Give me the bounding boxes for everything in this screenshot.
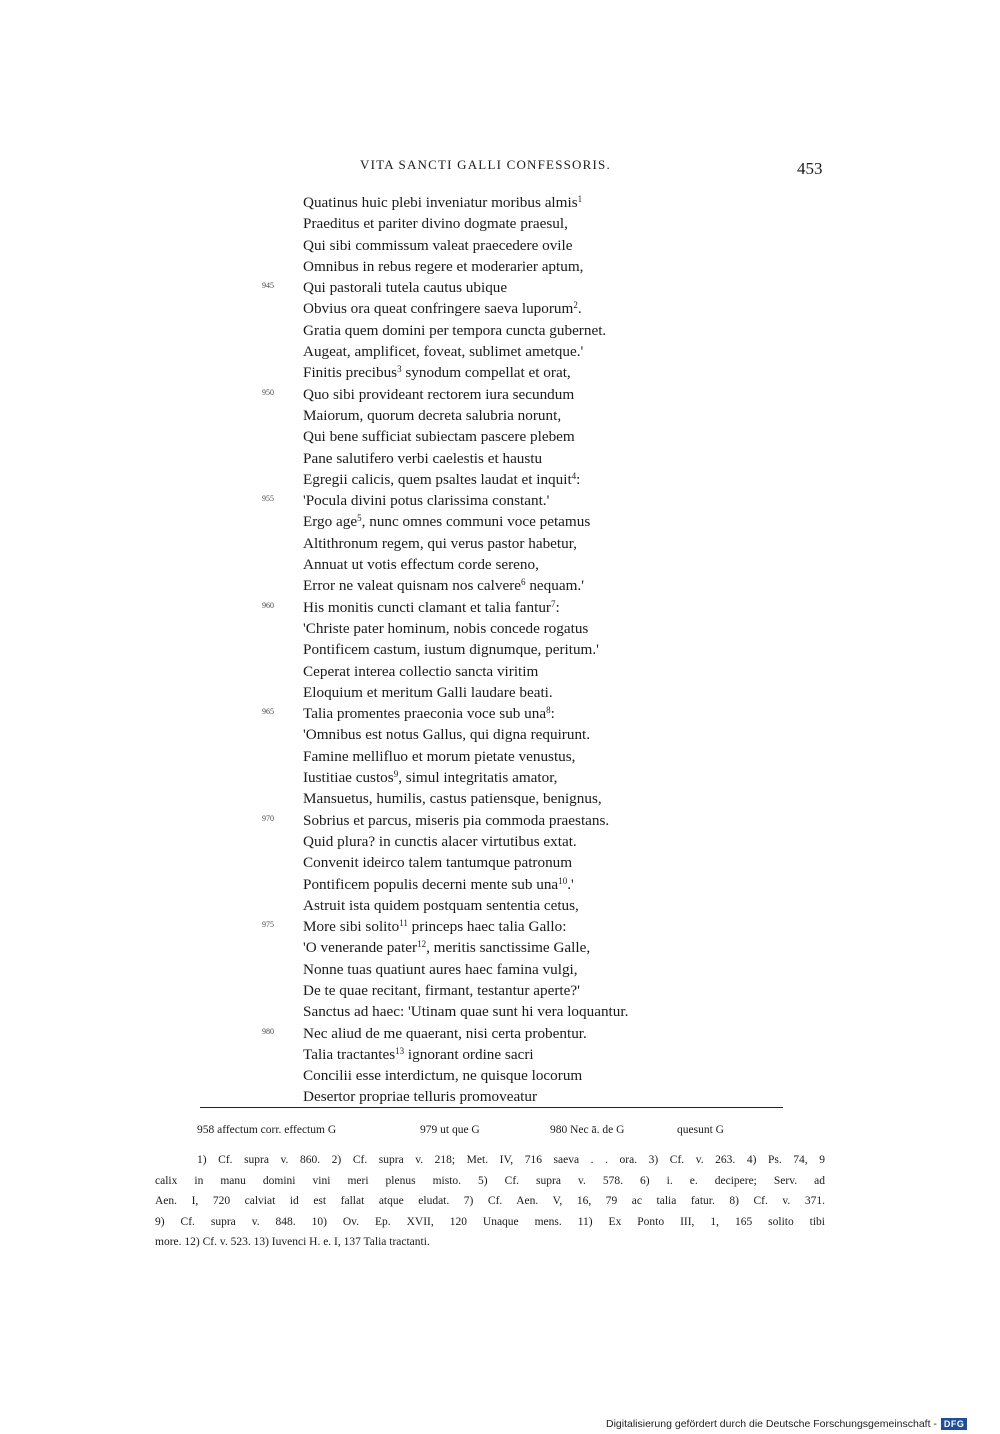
verse-text-tail: nequam.' <box>525 577 584 595</box>
verse-line <box>0 213 1000 234</box>
verse-block <box>0 192 1000 1108</box>
footnote-marker: 4 <box>571 470 577 481</box>
verse-text-tail: synodum compellat et orat, <box>401 364 571 382</box>
verse-text <box>303 426 575 447</box>
verse-line <box>0 192 1000 213</box>
verse-line <box>0 767 1000 788</box>
verse-text <box>303 874 574 895</box>
footnote-marker: 9 <box>393 769 399 780</box>
verse-text <box>303 895 579 916</box>
verse-text-main: Famine mellifluo et morum pietate venustus, <box>303 747 576 765</box>
verse-line <box>0 426 1000 447</box>
footnote-marker: 7 <box>551 598 556 609</box>
verse-line <box>0 1001 1000 1022</box>
verse-text <box>303 746 575 767</box>
verse-text <box>303 469 580 490</box>
verse-text <box>303 1086 537 1107</box>
verse-text <box>303 639 599 660</box>
footnote-line: 9) Cf. supra v. 848. 10) Ov. Ep. XVII, 120 Unaque mens. 11) Ex Ponto III, 1, 165 solito tibi <box>155 1215 825 1228</box>
verse-text-tail: princeps haec talia Gallo: <box>407 918 567 936</box>
verse-text-main: Sobrius et parcus, miseris pia commoda praestans. <box>303 811 610 829</box>
verse-line <box>0 533 1000 554</box>
verse-text-main: Pontificem populis decerni mente sub una <box>303 875 559 893</box>
verse-text-tail: : <box>550 705 555 723</box>
verse-text <box>303 277 507 298</box>
verse-text <box>303 298 582 319</box>
verse-line <box>0 469 1000 490</box>
verse-text-main: Annuat ut votis effectum corde sereno, <box>303 556 539 574</box>
verse-text-tail: , nunc omnes communi voce petamus <box>361 513 591 531</box>
verse-line <box>0 405 1000 426</box>
line-number: 945 <box>262 281 274 291</box>
verse-text-main: Quid plura? in cunctis alacer virtutibus extat. <box>303 832 577 850</box>
verse-text-main: Omnibus in rebus regere et moderarier aptum, <box>303 257 584 275</box>
verse-text-main: Ceperat interea collectio sancta viritim <box>303 662 539 680</box>
verse-text-tail: . <box>577 300 582 318</box>
verse-text <box>303 661 538 682</box>
verse-text <box>303 724 590 745</box>
verse-text <box>303 256 583 277</box>
verse-text-main: Praeditus et pariter divino dogmate praesul, <box>303 215 568 233</box>
verse-text-main: Qui bene sufficiat subiectam pascere plebem <box>303 428 575 446</box>
verse-text-tail: ignorant ordine sacri <box>404 1045 534 1063</box>
verse-text <box>303 490 549 511</box>
line-number: 970 <box>262 813 274 823</box>
variant-reading: quesunt G <box>677 1124 724 1136</box>
verse-text-main: Sanctus ad haec: 'Utinam quae sunt hi vera loquantur. <box>303 1003 629 1021</box>
line-number: 975 <box>262 920 274 930</box>
verse-text-tail: : <box>576 470 581 488</box>
verse-text <box>303 682 553 703</box>
verse-text-main: Astruit ista quidem postquam sententia cetus, <box>303 896 579 914</box>
verse-line <box>0 511 1000 532</box>
page-header <box>0 157 1000 181</box>
verse-line <box>0 1023 1000 1044</box>
running-title: VITA SANCTI GALLI CONFESSORIS. <box>360 157 611 172</box>
verse-text-tail: , meritis sanctissime Galle, <box>426 939 591 957</box>
verse-line <box>0 746 1000 767</box>
verse-text-main: Talia promentes praeconia voce sub una <box>303 705 547 723</box>
footnote-line: more. 12) Cf. v. 523. 13) Iuvenci H. e. I, 137 Talia tractanti. <box>155 1236 430 1248</box>
verse-text-main: Ergo age <box>303 513 358 531</box>
verse-text-main: Obvius ora queat confringere saeva luporum <box>303 300 574 318</box>
verse-text <box>303 575 584 596</box>
footnote-line: calix in manu domini vini meri plenus misto. 5) Cf. supra v. 578. 6) i. e. decipere; Serv. ad <box>155 1174 825 1187</box>
verse-text <box>303 852 572 873</box>
line-number: 950 <box>262 387 274 397</box>
verse-text-main: 'Pocula divini potus clarissima constant.' <box>303 492 550 510</box>
verse-text-main: Finitis precibus <box>303 364 398 382</box>
verse-text <box>303 213 568 234</box>
verse-text-main: Nec aliud de me quaerant, nisi certa probentur. <box>303 1024 587 1042</box>
verse-text <box>303 320 606 341</box>
footnote-marker: 11 <box>399 918 408 929</box>
verse-text <box>303 235 573 256</box>
verse-text-main: Augeat, amplificet, foveat, sublimet ametque.' <box>303 343 584 361</box>
verse-text-main: Concilii esse interdictum, ne quisque locorum <box>303 1067 583 1085</box>
verse-line <box>0 1044 1000 1065</box>
verse-text <box>303 448 542 469</box>
verse-line <box>0 277 1000 298</box>
verse-text <box>303 1001 628 1022</box>
footnote-marker: 10 <box>558 875 568 886</box>
verse-text <box>303 554 539 575</box>
verse-text-main: Qui sibi commissum valeat praecedere ovile <box>303 236 573 254</box>
footnote-marker: 13 <box>395 1045 405 1056</box>
verse-text-main: Mansuetus, humilis, castus patiensque, benignus, <box>303 790 602 808</box>
variant-reading: 979 ut que G <box>420 1124 480 1136</box>
footnote-marker: 5 <box>357 513 362 524</box>
verse-line <box>0 362 1000 383</box>
verse-line <box>0 235 1000 256</box>
verse-text <box>303 405 561 426</box>
verse-text-main: Desertor propriae telluris promoveatur <box>303 1088 538 1106</box>
verse-line <box>0 256 1000 277</box>
verse-text <box>303 511 590 532</box>
verse-line <box>0 554 1000 575</box>
verse-text <box>303 362 571 383</box>
verse-text-main: Talia tractantes <box>303 1045 396 1063</box>
verse-text-tail: , simul integritatis amator, <box>398 769 558 787</box>
verse-text-main: 'Christe pater hominum, nobis concede rogatus <box>303 619 589 637</box>
critical-apparatus <box>197 1124 797 1142</box>
verse-line <box>0 980 1000 1001</box>
verse-text <box>303 980 580 1001</box>
verse-text <box>303 384 574 405</box>
verse-text <box>303 810 609 831</box>
footnote-marker: 6 <box>521 577 526 588</box>
verse-text <box>303 533 577 554</box>
verse-text <box>303 788 602 809</box>
verse-text-main: More sibi solito <box>303 918 400 936</box>
verse-line <box>0 597 1000 618</box>
verse-line <box>0 1086 1000 1107</box>
verse-line <box>0 490 1000 511</box>
footnote-divider <box>200 1107 783 1108</box>
verse-line <box>0 916 1000 937</box>
verse-text <box>303 618 588 639</box>
line-number: 955 <box>262 494 274 504</box>
verse-text-tail: .' <box>567 875 574 893</box>
verse-text <box>303 831 577 852</box>
verse-text <box>303 916 566 937</box>
verse-text-main: Gratia quem domini per tempora cuncta gubernet. <box>303 321 607 339</box>
footnote-marker: 1 <box>577 194 583 204</box>
page-number: 453 <box>797 159 823 178</box>
footnote-line: 1) Cf. supra v. 860. 2) Cf. supra v. 218; Met. IV, 716 saeva . . ora. 3) Cf. v. 263. 4) Ps. 74, 9 <box>197 1154 825 1166</box>
verse-line <box>0 895 1000 916</box>
verse-text-main: Eloquium et meritum Galli laudare beati. <box>303 683 553 701</box>
verse-text <box>303 192 582 213</box>
verse-line <box>0 448 1000 469</box>
verse-line <box>0 937 1000 958</box>
verse-text-main: Error ne valeat quisnam nos calvere <box>303 577 522 595</box>
verse-line <box>0 618 1000 639</box>
verse-text <box>303 767 557 788</box>
dfg-logo: DFG <box>941 1418 968 1430</box>
verse-line <box>0 320 1000 341</box>
verse-text-main: Convenit ideirco talem tantumque patronum <box>303 854 573 872</box>
verse-line <box>0 831 1000 852</box>
footnotes <box>155 1150 825 1253</box>
line-number: 965 <box>262 707 274 717</box>
verse-text-main: Quo sibi provideant rectorem iura secundum <box>303 385 575 403</box>
line-number: 960 <box>262 600 274 610</box>
verse-line <box>0 810 1000 831</box>
verse-line <box>0 661 1000 682</box>
digitization-note: Digitalisierung gefördert durch die Deutsche Forschungsgemeinschaft - <box>606 1418 937 1430</box>
verse-line <box>0 639 1000 660</box>
verse-text <box>303 1023 587 1044</box>
verse-text-main: Iustitiae custos <box>303 769 394 787</box>
verse-line <box>0 575 1000 596</box>
verse-text <box>303 959 578 980</box>
verse-line <box>0 959 1000 980</box>
verse-line <box>0 341 1000 362</box>
verse-text-main: Qui pastorali tutela cautus ubique <box>303 279 508 297</box>
verse-line <box>0 852 1000 873</box>
verse-text <box>303 341 583 362</box>
footnote-marker: 8 <box>546 705 551 716</box>
verse-text-main: Quatinus huic plebi inveniatur moribus almis <box>303 194 578 211</box>
verse-line <box>0 682 1000 703</box>
verse-text <box>303 597 560 618</box>
footnote-marker: 2 <box>573 300 578 311</box>
verse-line <box>0 384 1000 405</box>
digitization-credit <box>606 1416 967 1432</box>
verse-text <box>303 937 590 958</box>
verse-line <box>0 298 1000 319</box>
variant-reading: 958 affectum corr. effectum G <box>197 1124 337 1136</box>
verse-text-main: Pontificem castum, iustum dignumque, peritum.' <box>303 641 599 659</box>
verse-line <box>0 788 1000 809</box>
verse-text <box>303 1044 534 1065</box>
verse-text-main: Nonne tuas quatiunt aures haec famina vulgi, <box>303 960 578 978</box>
verse-line <box>0 703 1000 724</box>
verse-line <box>0 874 1000 895</box>
verse-line <box>0 1065 1000 1086</box>
line-number: 980 <box>262 1026 274 1036</box>
footnote-line: Aen. I, 720 calviat id est fallat atque eludat. 7) Cf. Aen. V, 16, 79 ac talia fatur. 8) Cf. v. 371. <box>155 1195 825 1207</box>
footnote-marker: 3 <box>397 364 402 375</box>
variant-reading: 980 Nec ā. de G <box>550 1124 625 1136</box>
verse-text-main: Maiorum, quorum decreta salubria norunt, <box>303 406 562 424</box>
verse-text-tail: : <box>555 598 560 616</box>
verse-text-main: Egregii calicis, quem psaltes laudat et inquit <box>303 470 572 488</box>
verse-text <box>303 1065 582 1086</box>
verse-text-main: Pane salutifero verbi caelestis et haustu <box>303 449 543 467</box>
verse-text-main: 'O venerande pater <box>303 939 418 957</box>
footnote-marker: 12 <box>417 939 427 950</box>
verse-text-main: 'Omnibus est notus Gallus, qui digna requirunt. <box>303 726 591 744</box>
verse-text-main: De te quae recitant, firmant, testantur aperte?' <box>303 981 580 999</box>
verse-text-main: His monitis cuncti clamant et talia fantur <box>303 598 551 616</box>
verse-text-main: Altithronum regem, qui verus pastor habetur, <box>303 534 577 552</box>
verse-text <box>303 703 555 724</box>
verse-line <box>0 724 1000 745</box>
